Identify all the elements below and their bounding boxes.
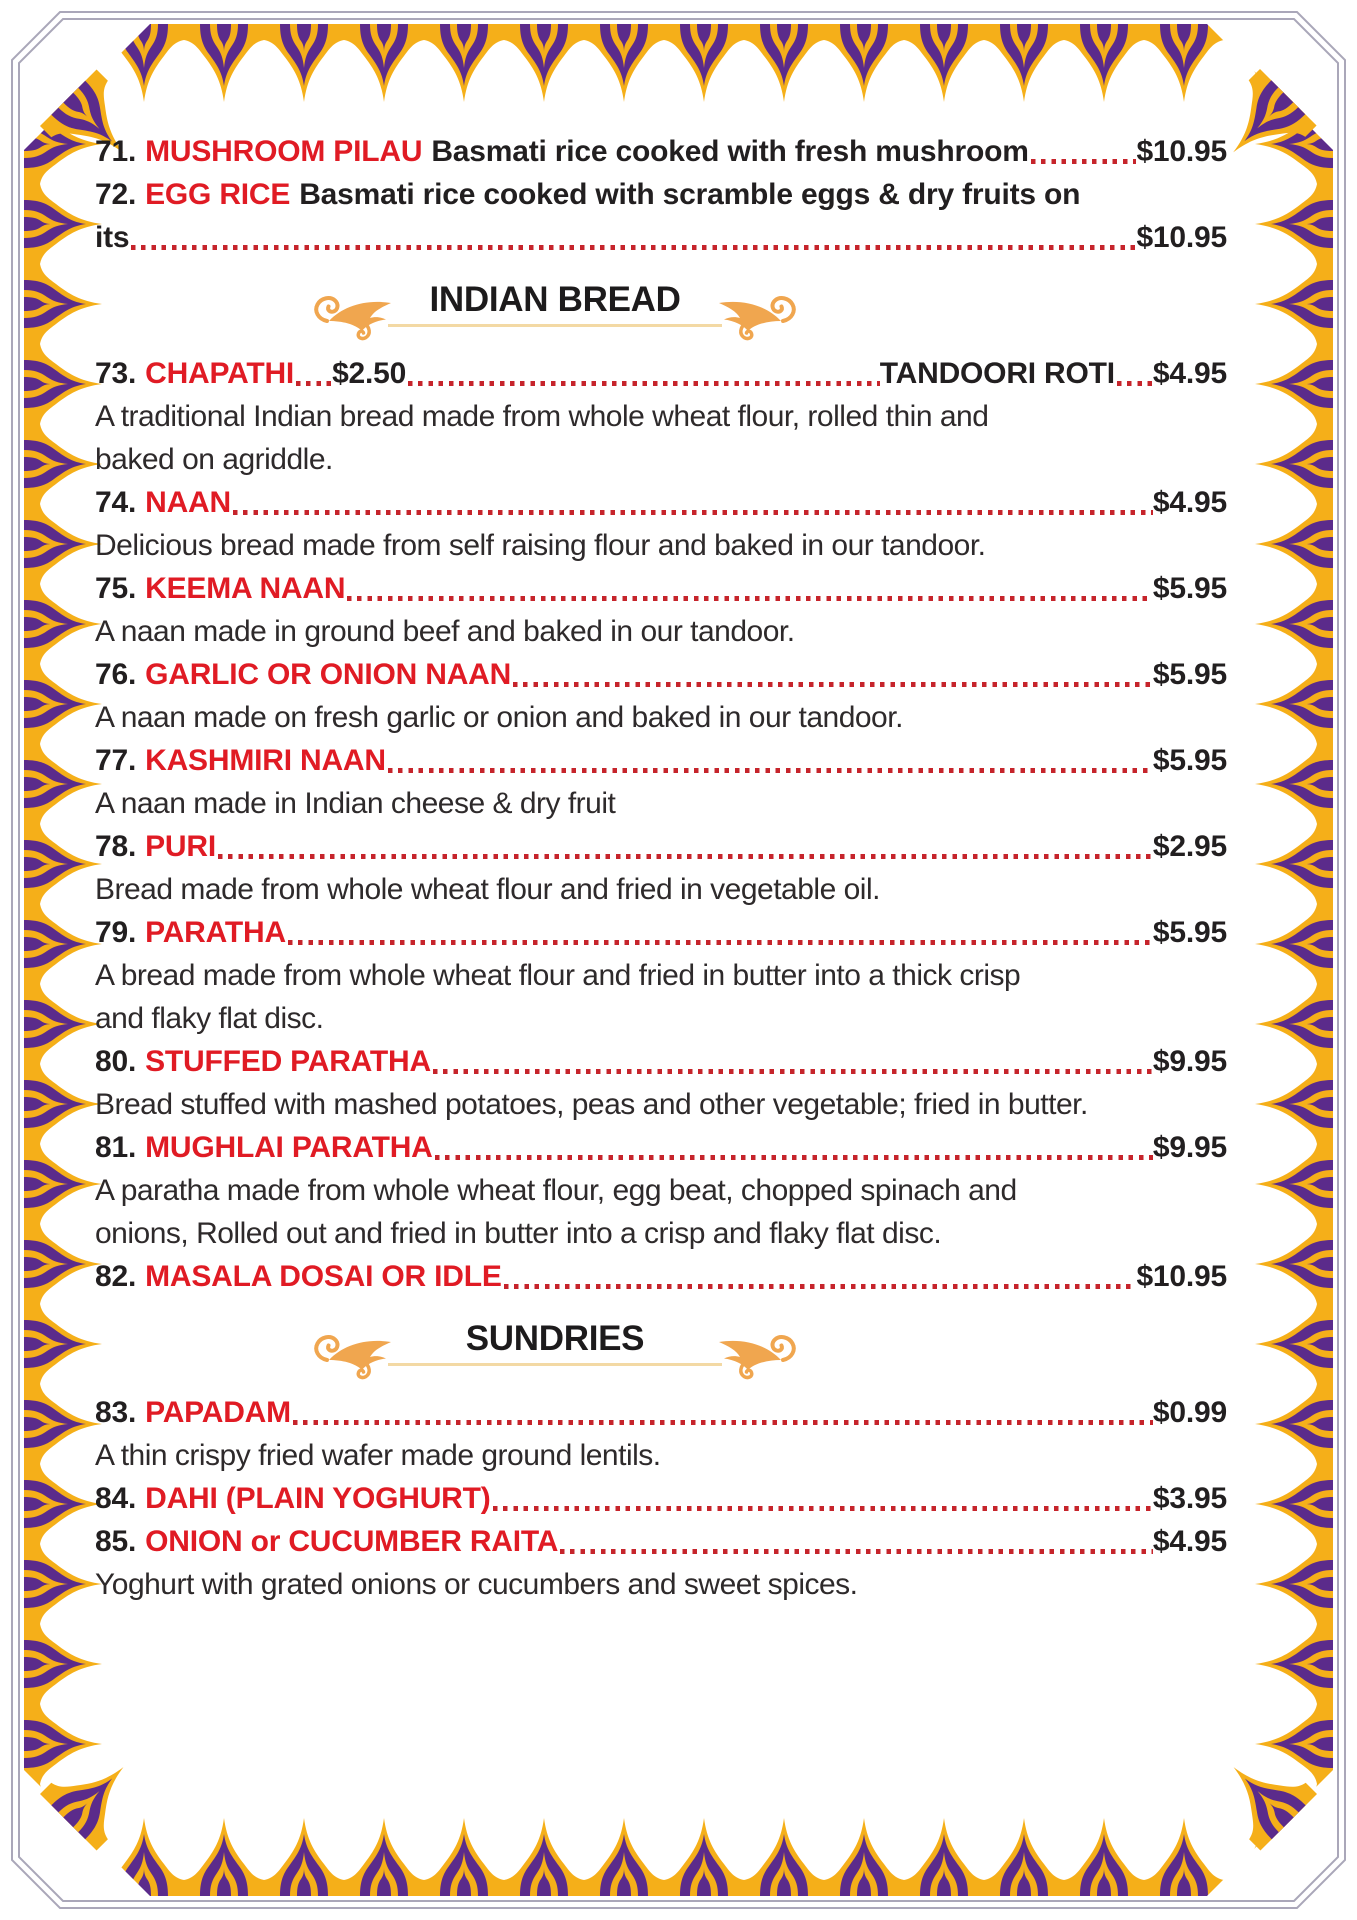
- menu-item-line: [95, 1391, 1227, 1434]
- item-number: 80.: [95, 1045, 137, 1078]
- item-description-line: A paratha made from whole wheat flour, egg beat, chopped spinach and: [95, 1174, 1017, 1207]
- item-second-name: TANDOORI ROTI: [879, 357, 1115, 390]
- item-number: 85.: [95, 1525, 137, 1558]
- dotted-leader: [296, 381, 332, 386]
- dotted-leader: [293, 1420, 1153, 1425]
- menu-item-line: [95, 567, 1227, 610]
- section-title: SUNDRIES: [465, 1319, 645, 1358]
- menu-item-line: [95, 1255, 1227, 1298]
- item-number: 78.: [95, 830, 137, 863]
- item-name: PAPADAM: [145, 1396, 291, 1429]
- item-number: 73.: [95, 357, 137, 390]
- menu-content: [95, 112, 1227, 1606]
- dotted-leader: [560, 1549, 1153, 1554]
- dotted-leader: [218, 854, 1153, 859]
- item-name: MASALA DOSAI OR IDLE: [145, 1260, 502, 1293]
- dotted-leader: [435, 1155, 1153, 1160]
- dotted-leader: [493, 1506, 1153, 1511]
- menu-item-line: [95, 1520, 1227, 1563]
- menu-item-line: [95, 352, 1227, 395]
- item-name: KASHMIRI NAAN: [145, 744, 386, 777]
- menu-item-line: [95, 825, 1227, 868]
- item-description-line: Delicious bread made from self raising flour and baked in our tandoor.: [95, 529, 986, 562]
- item-description-line: A naan made in Indian cheese & dry fruit: [95, 787, 616, 820]
- menu-item-line: [95, 173, 1227, 216]
- item-number: 72.: [95, 178, 137, 211]
- item-name: MUSHROOM PILAU: [145, 135, 423, 168]
- item-name: MUGHLAI PARATHA: [145, 1131, 433, 1164]
- item-description-line: A thin crispy fried wafer made ground lentils.: [95, 1439, 661, 1472]
- dotted-leader: [288, 940, 1153, 945]
- header-flourish-left-icon: [310, 1328, 402, 1384]
- section-title: INDIAN BREAD: [429, 280, 681, 319]
- item-number: 84.: [95, 1482, 137, 1515]
- item-price: $5.95: [1152, 744, 1227, 777]
- item-description-line: Bread stuffed with mashed potatoes, peas and other vegetable; fried in butter.: [95, 1088, 1088, 1121]
- item-price: $0.99: [1152, 1396, 1227, 1429]
- dotted-leader: [131, 245, 1136, 250]
- item-number: 74.: [95, 486, 137, 519]
- item-inline-desc: Basmati rice cooked with scramble eggs & dry fruits on: [299, 178, 1081, 211]
- menu-item-wrap-line: [95, 216, 1227, 259]
- item-name: DAHI (PLAIN YOGHURT): [145, 1482, 491, 1515]
- item-price: $9.95: [1152, 1131, 1227, 1164]
- dotted-leader: [433, 1069, 1153, 1074]
- item-name: NAAN: [145, 486, 231, 519]
- item-price: $2.95: [1152, 830, 1227, 863]
- item-description-line: A naan made in ground beef and baked in our tandoor.: [95, 615, 795, 648]
- item-price: $10.95: [1136, 1260, 1227, 1293]
- menu-item-line: [95, 653, 1227, 696]
- item-description-line: Bread made from whole wheat flour and fried in vegetable oil.: [95, 873, 880, 906]
- menu-item-line: [95, 1126, 1227, 1169]
- item-description-line: and flaky flat disc.: [95, 1002, 324, 1035]
- header-flourish-right-icon: [708, 1328, 800, 1384]
- dotted-leader: [233, 510, 1153, 515]
- item-wrap-text: its: [95, 221, 130, 254]
- item-name: PARATHA: [145, 916, 286, 949]
- menu-item-line: [95, 911, 1227, 954]
- item-number: 81.: [95, 1131, 137, 1164]
- item-number: 83.: [95, 1396, 137, 1429]
- item-description-line: onions, Rolled out and fried in butter into a crisp and flaky flat disc.: [95, 1217, 942, 1250]
- item-name: ONION or CUCUMBER RAITA: [145, 1525, 559, 1558]
- item-description-line: A naan made on fresh garlic or onion and baked in our tandoor.: [95, 701, 903, 734]
- menu-item-line: [95, 130, 1227, 173]
- item-name: GARLIC OR ONION NAAN: [145, 658, 512, 691]
- item-number: 75.: [95, 572, 137, 605]
- section-header: [310, 275, 800, 339]
- item-price: $4.95: [1152, 1525, 1227, 1558]
- section-header: [310, 1314, 800, 1378]
- item-name: CHAPATHI: [145, 357, 295, 390]
- item-price: $5.95: [1152, 658, 1227, 691]
- item-price: $10.95: [1136, 135, 1227, 168]
- item-second-price: $4.95: [1152, 357, 1227, 390]
- dotted-leader: [1031, 159, 1137, 164]
- item-name: PURI: [145, 830, 216, 863]
- item-price: $2.50: [332, 357, 407, 390]
- item-name: STUFFED PARATHA: [145, 1045, 431, 1078]
- header-flourish-left-icon: [310, 289, 402, 345]
- item-price: $3.95: [1152, 1482, 1227, 1515]
- item-name: EGG RICE: [145, 178, 291, 211]
- menu-body: [95, 130, 1227, 1606]
- menu-item-line: [95, 1040, 1227, 1083]
- dotted-leader: [513, 682, 1153, 687]
- header-rule: [388, 1363, 722, 1366]
- dotted-leader: [347, 596, 1153, 601]
- dotted-leader: [408, 381, 880, 386]
- item-description-line: A bread made from whole wheat flour and fried in butter into a thick crisp: [95, 959, 1021, 992]
- dotted-leader: [504, 1284, 1137, 1289]
- item-number: 76.: [95, 658, 137, 691]
- item-description-line: baked on agriddle.: [95, 443, 333, 476]
- item-number: 79.: [95, 916, 137, 949]
- menu-item-line: [95, 739, 1227, 782]
- dotted-leader: [1117, 381, 1153, 386]
- menu-item-line: [95, 481, 1227, 524]
- item-price: $4.95: [1152, 486, 1227, 519]
- item-description-line: Yoghurt with grated onions or cucumbers and sweet spices.: [95, 1568, 858, 1601]
- item-number: 71.: [95, 135, 137, 168]
- dotted-leader: [388, 768, 1153, 773]
- item-price: $5.95: [1152, 572, 1227, 605]
- item-number: 82.: [95, 1260, 137, 1293]
- item-price: $9.95: [1152, 1045, 1227, 1078]
- item-price: $10.95: [1136, 221, 1227, 254]
- item-price: $5.95: [1152, 916, 1227, 949]
- item-inline-desc: Basmati rice cooked with fresh mushroom: [431, 135, 1029, 168]
- header-flourish-right-icon: [708, 289, 800, 345]
- menu-item-line: [95, 1477, 1227, 1520]
- item-description-line: A traditional Indian bread made from whole wheat flour, rolled thin and: [95, 400, 989, 433]
- header-rule: [388, 324, 722, 327]
- item-name: KEEMA NAAN: [145, 572, 346, 605]
- item-number: 77.: [95, 744, 137, 777]
